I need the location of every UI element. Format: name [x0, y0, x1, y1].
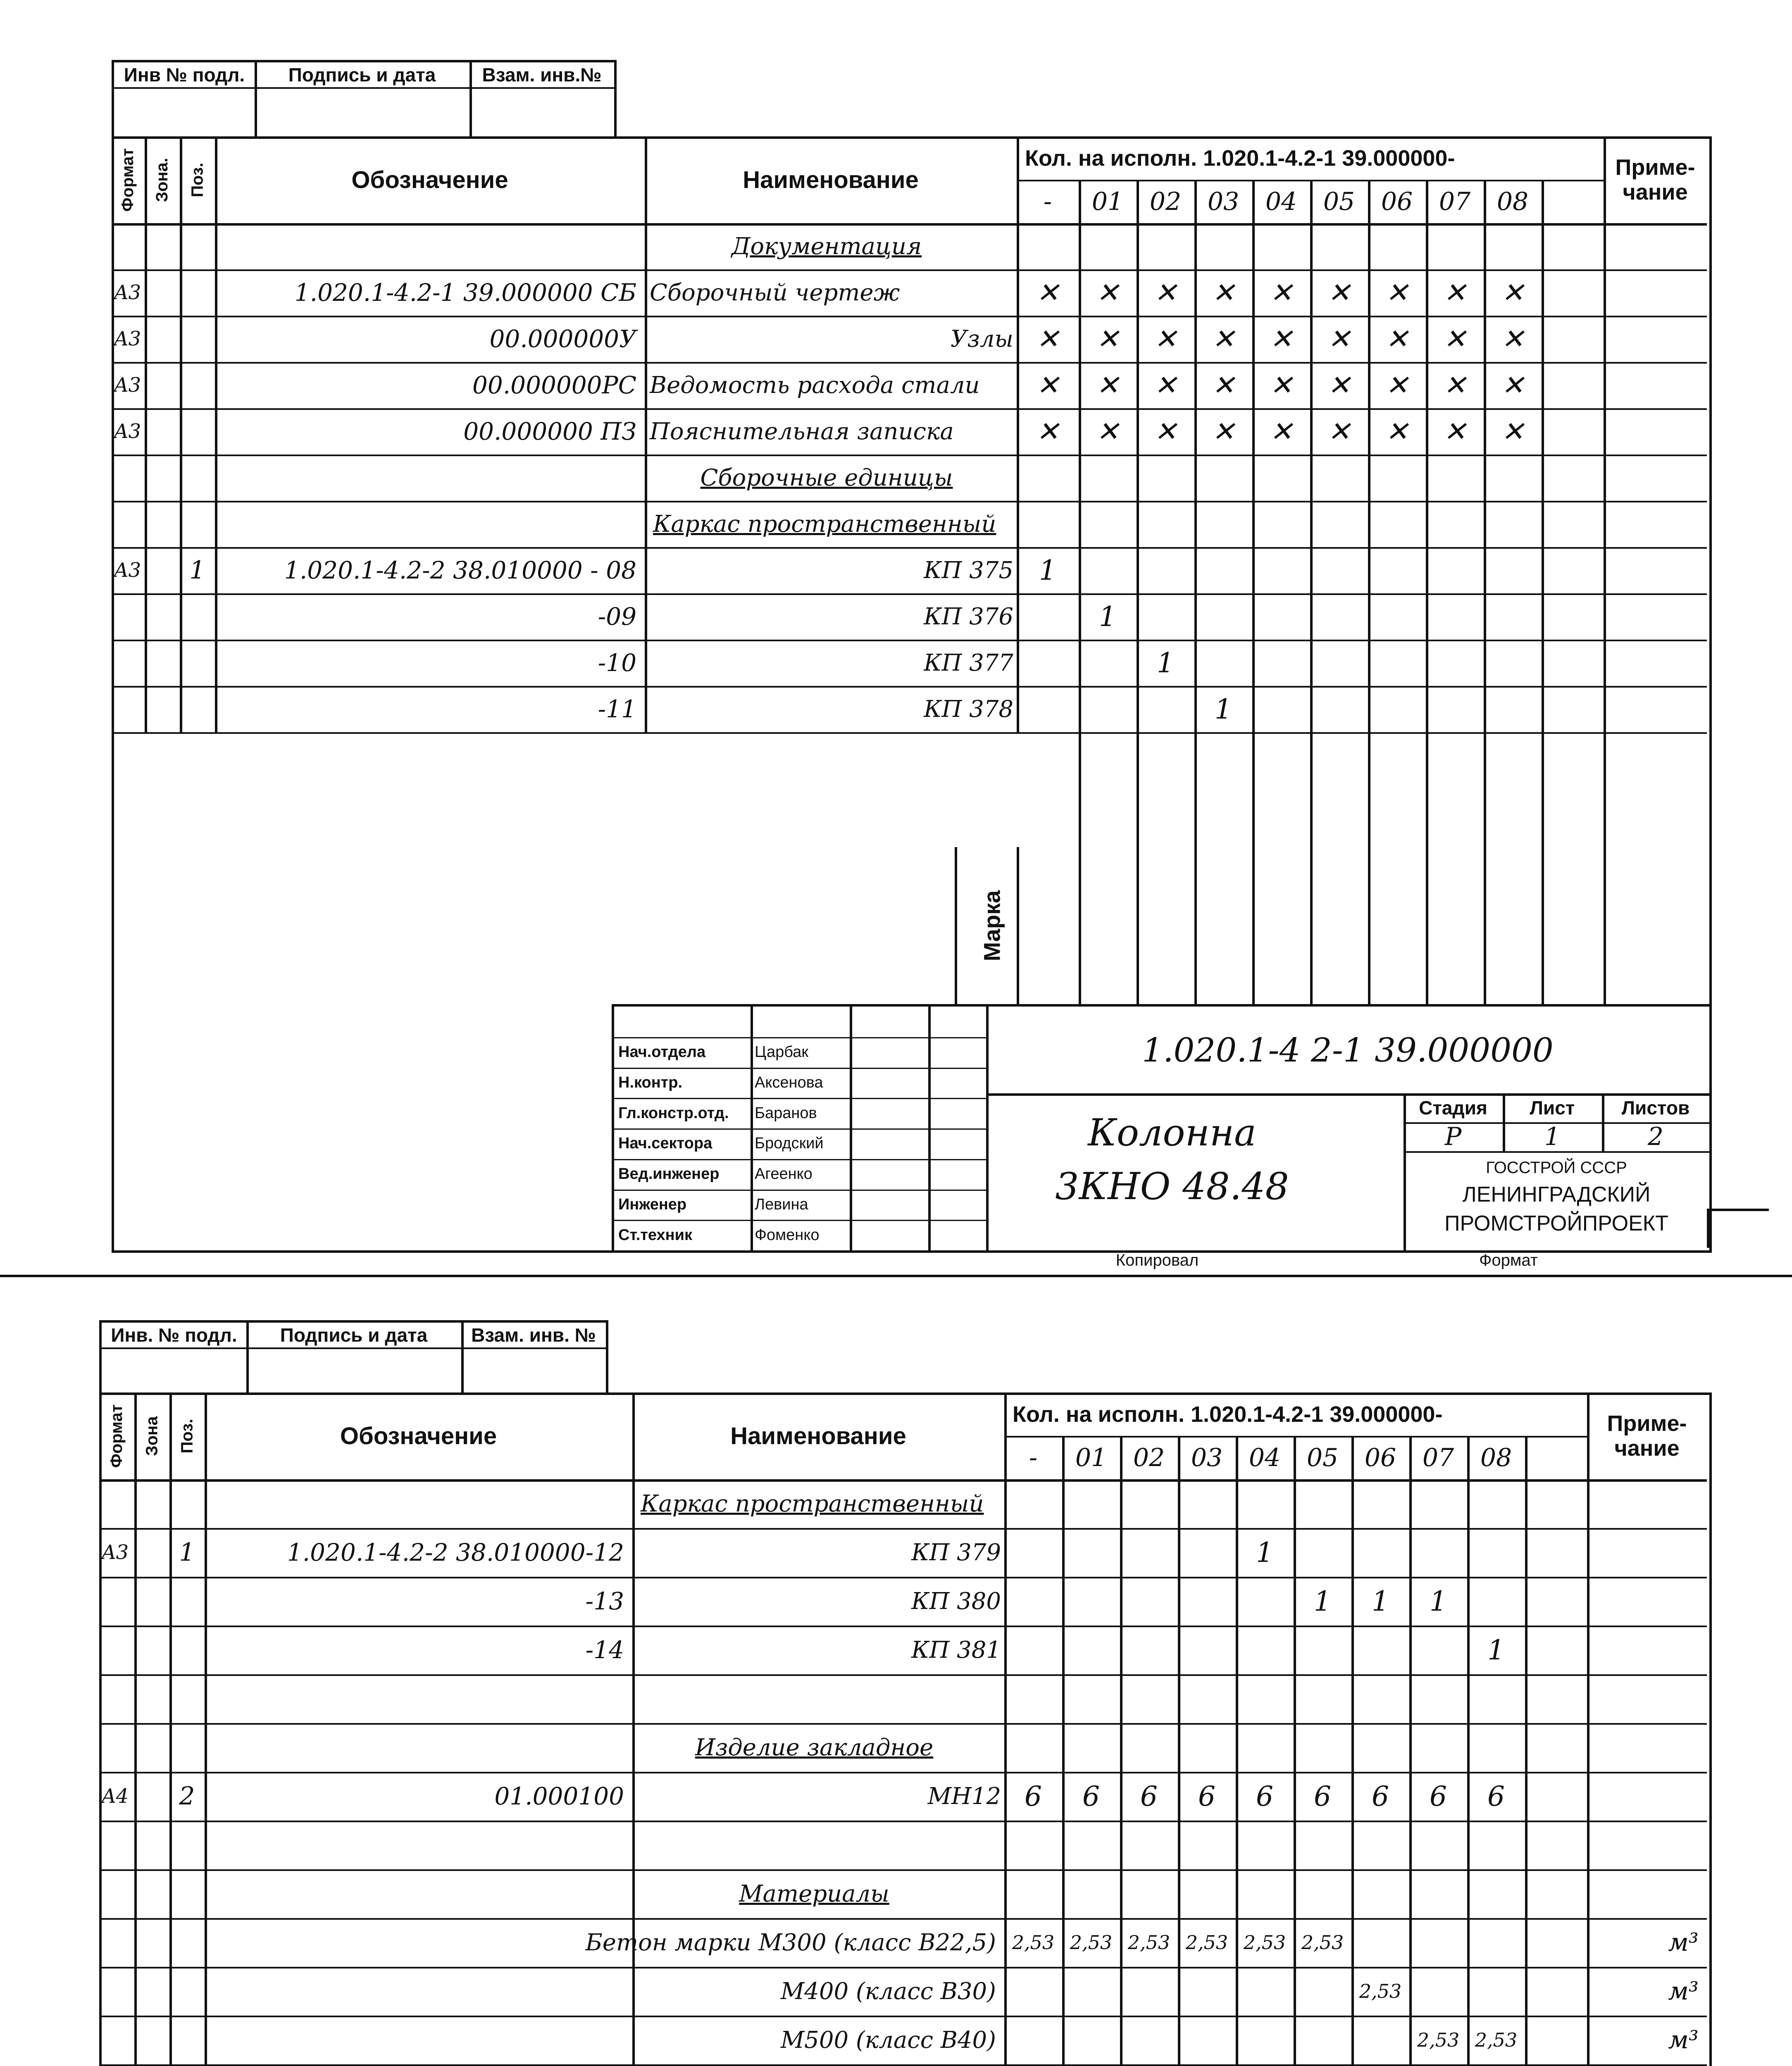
sheet-label: Лист [1530, 1097, 1575, 1119]
item-title: Колонна [1088, 1111, 1256, 1154]
row-quantity: 1 [1314, 1585, 1331, 1617]
row-name: КП 376 [924, 603, 1013, 630]
row-designation: 00.000000РС [472, 371, 636, 399]
side-archive-number [50, 2025, 99, 2066]
header-pos [180, 136, 215, 223]
row-quantity: ✕ [1036, 276, 1059, 309]
row-quantity: 1 [1099, 600, 1116, 633]
row-designation: -09 [598, 602, 636, 631]
row-quantity: 2,53 [1012, 1931, 1055, 1954]
row-section-title: Изделие закладное [695, 1734, 934, 1761]
header-zone [145, 136, 180, 223]
drawing-code: 1.020.1-4 2-1 39.000000 [1142, 1031, 1554, 1069]
sheet-separator [0, 1275, 1792, 1277]
row-name: МН12 [927, 1783, 1001, 1810]
row-quantity: 1 [1430, 1585, 1447, 1617]
row-quantity: 1 [1487, 1634, 1505, 1666]
inv-no-label: Инв № подл. [124, 64, 245, 86]
row-name: Ведомость расхода стали [650, 371, 980, 399]
row-note: м³ [1668, 2026, 1699, 2054]
row-quantity: ✕ [1270, 369, 1293, 401]
header-variant: 05 [1306, 1443, 1339, 1472]
row-quantity: ✕ [1036, 323, 1059, 355]
header-variant: 03 [1191, 1443, 1223, 1472]
row-quantity: ✕ [1327, 323, 1351, 355]
row-designation: 1.020.1-4.2-2 38.010000-12 [287, 1538, 624, 1566]
row-quantity: 1 [1157, 647, 1174, 679]
signer-role: Нач.сектора [618, 1135, 713, 1152]
signer-name: Аксенова [755, 1073, 823, 1091]
header-variant: 08 [1497, 187, 1529, 216]
row-designation: -10 [598, 649, 636, 677]
sheet-1-spec-table [112, 136, 1707, 847]
row-name: Узлы [950, 325, 1013, 352]
header-variant: 04 [1249, 1443, 1281, 1472]
header-variant: 07 [1422, 1443, 1454, 1472]
signer-name: Фоменко [755, 1226, 820, 1244]
header-variant: 01 [1075, 1443, 1107, 1472]
row-designation: 1.020.1-4.2-1 39.000000 СБ [294, 278, 636, 307]
row-quantity: 2,53 [1475, 2029, 1518, 2051]
row-quantity: ✕ [1154, 323, 1177, 355]
row-quantity: ✕ [1443, 369, 1466, 401]
row-format: A3 [114, 420, 141, 443]
row-name: КП 381 [911, 1636, 1001, 1664]
row-quantity: 2,53 [1185, 1931, 1228, 1954]
row-quantity: ✕ [1212, 323, 1235, 355]
header-variant: 01 [1091, 187, 1124, 216]
row-quantity: ✕ [1385, 323, 1408, 355]
row-quantity: ✕ [1212, 415, 1235, 447]
signer-name: Царбак [755, 1043, 808, 1061]
row-format: A3 [114, 374, 141, 397]
signer-role: Вед.инженер [618, 1165, 720, 1183]
row-quantity: 6 [1025, 1780, 1042, 1812]
row-designation: 1.020.1-4.2-2 38.010000 - 08 [284, 556, 636, 584]
header-variant: 07 [1439, 187, 1471, 216]
row-name: КП 380 [911, 1588, 1001, 1615]
sheets-label: Листов [1621, 1097, 1690, 1119]
signer-name: Бродский [755, 1135, 824, 1152]
header-format [99, 1392, 134, 1479]
header-pos [169, 1392, 205, 1479]
row-name: М400 (класс В30) [780, 1978, 996, 2005]
replaced-inv-label: Взам. инв.№ [482, 64, 602, 86]
row-quantity: ✕ [1501, 323, 1524, 355]
row-quantity: ✕ [1327, 415, 1351, 447]
row-quantity: ✕ [1154, 276, 1177, 309]
row-quantity: 6 [1140, 1780, 1158, 1812]
row-quantity: ✕ [1443, 276, 1466, 309]
signer-role: Инженер [618, 1195, 687, 1213]
header-qty: Кол. на исполн. 1.020.1-4.2-1 39.000000- [1025, 145, 1455, 171]
sheet-1-copied: Копировал [1115, 1251, 1199, 1269]
row-quantity: 6 [1198, 1780, 1215, 1812]
row-designation: 01.000100 [494, 1782, 624, 1810]
sheet-1-title-block [612, 1004, 1709, 1250]
row-quantity: 2,53 [1301, 1931, 1344, 1954]
row-quantity: 2,53 [1417, 2029, 1460, 2051]
row-position: 1 [189, 556, 205, 585]
sheet-2-spec-table [99, 1392, 1707, 2066]
header-note: Приме-чание [1607, 1411, 1687, 1461]
row-quantity: ✕ [1154, 369, 1177, 401]
header-variant: - [1029, 1443, 1038, 1472]
sign-date-label-2: Подпись и дата [280, 1324, 428, 1346]
row-position: 2 [179, 1782, 195, 1811]
row-quantity: ✕ [1154, 415, 1177, 447]
row-quantity: ✕ [1096, 276, 1119, 309]
row-quantity: ✕ [1036, 369, 1059, 401]
sheet-1-top-stamp [112, 60, 617, 139]
row-name: М500 (класс В40) [780, 2026, 996, 2054]
header-name: Наименование [743, 166, 919, 193]
org-leningrad: ЛЕНИНГРАДСКИЙ [1462, 1183, 1651, 1207]
marka-label: Марка [979, 890, 1005, 961]
row-quantity: 6 [1082, 1780, 1100, 1812]
sheet-1-format: Формат [1479, 1251, 1538, 1269]
row-name: КП 377 [924, 649, 1013, 676]
header-name: Наименование [730, 1422, 906, 1450]
row-quantity: ✕ [1501, 415, 1524, 447]
header-qty: Кол. на исполн. 1.020.1-4.2-1 39.000000- [1013, 1402, 1443, 1427]
row-designation: 00.000000 ПЗ [463, 417, 636, 445]
row-name: Сборочный чертеж [650, 279, 900, 306]
row-quantity: ✕ [1385, 276, 1408, 309]
row-quantity: 2,53 [1243, 1931, 1286, 1954]
signer-name: Баранов [755, 1104, 817, 1122]
header-variant: 06 [1381, 187, 1413, 216]
header-zone-text: Зона. [153, 157, 172, 202]
row-note: м³ [1668, 1977, 1699, 2006]
row-quantity: ✕ [1385, 369, 1408, 401]
row-position: 1 [179, 1538, 195, 1567]
row-section-title: Каркас пространственный [653, 510, 996, 538]
signer-role: Нач.отдела [618, 1043, 706, 1061]
row-quantity: 1 [1372, 1585, 1389, 1617]
org-promstroy: ПРОМСТРОЙПРОЕКТ [1444, 1212, 1668, 1235]
row-format: A3 [114, 281, 141, 304]
row-quantity: ✕ [1327, 276, 1351, 309]
row-quantity: 2,53 [1127, 1931, 1170, 1954]
row-quantity: ✕ [1501, 369, 1524, 401]
row-designation: -11 [598, 695, 636, 723]
row-section-title: Сборочные единицы [700, 464, 953, 491]
row-designation: -13 [585, 1587, 624, 1615]
row-quantity: ✕ [1036, 415, 1059, 447]
row-format: A3 [114, 327, 141, 350]
row-name: Пояснительная записка [650, 418, 954, 445]
header-pos-text: Поз. [178, 1419, 196, 1453]
row-name: Бетон марки М300 (класс В22,5) [585, 1929, 996, 1956]
header-note: Приме-чание [1615, 155, 1695, 205]
signer-role: Н.контр. [618, 1073, 683, 1091]
sheet-value: 1 [1544, 1122, 1561, 1151]
header-pos-text: Поз. [188, 162, 206, 197]
row-quantity: 1 [1256, 1536, 1273, 1569]
row-quantity: ✕ [1385, 415, 1408, 447]
row-designation: -14 [585, 1636, 624, 1664]
row-quantity: 6 [1256, 1780, 1273, 1812]
row-name: КП 379 [911, 1539, 1001, 1566]
header-designation: Обозначение [340, 1422, 497, 1450]
row-format: A3 [114, 559, 141, 582]
stage-value: Р [1444, 1122, 1462, 1151]
header-variant: 04 [1265, 187, 1297, 216]
row-quantity: 6 [1372, 1780, 1389, 1812]
row-quantity: 1 [1215, 693, 1232, 725]
row-quantity: ✕ [1270, 323, 1293, 355]
row-quantity: ✕ [1327, 369, 1351, 401]
inv-no-label-2: Инв. № подл. [111, 1324, 237, 1346]
header-variant: 02 [1133, 1443, 1165, 1472]
row-format: A4 [102, 1785, 129, 1808]
org-gosstroy: ГОССТРОЙ СССР [1486, 1158, 1627, 1177]
sheets-value: 2 [1647, 1122, 1664, 1151]
row-quantity: 2,53 [1070, 1931, 1113, 1954]
header-format [112, 136, 145, 223]
header-designation: Обозначение [351, 166, 508, 193]
row-quantity: ✕ [1096, 415, 1119, 447]
row-name: КП 378 [924, 695, 1013, 723]
row-quantity: ✕ [1096, 369, 1119, 401]
row-quantity: ✕ [1212, 369, 1235, 401]
row-quantity: 1 [1039, 554, 1056, 586]
row-quantity: ✕ [1501, 276, 1524, 309]
row-quantity: ✕ [1443, 323, 1466, 355]
signer-role: Гл.констр.отд. [618, 1104, 729, 1122]
signer-name: Левина [755, 1195, 808, 1213]
row-quantity: ✕ [1212, 276, 1235, 309]
row-section-title: Каркас пространственный [641, 1490, 984, 1517]
header-variant: - [1043, 187, 1052, 216]
row-quantity: 6 [1430, 1780, 1447, 1812]
signer-role: Ст.техник [618, 1226, 692, 1244]
row-section-title: Материалы [739, 1880, 889, 1907]
row-format: A3 [102, 1541, 129, 1564]
row-quantity: 2,53 [1359, 1980, 1402, 2002]
row-quantity: 6 [1314, 1780, 1331, 1812]
item-code: 3КНО 48.48 [1055, 1164, 1289, 1208]
sign-date-label: Подпись и дата [288, 64, 436, 86]
row-note: м³ [1668, 1928, 1699, 1957]
replaced-inv-label-2: Взам. инв. № [471, 1324, 596, 1346]
row-quantity: ✕ [1443, 415, 1466, 447]
row-name: КП 375 [924, 557, 1013, 584]
header-variant: 08 [1480, 1443, 1512, 1472]
header-variant: 02 [1149, 187, 1182, 216]
stage-label: Стадия [1419, 1097, 1487, 1119]
header-format-text: Формат [119, 148, 137, 212]
row-quantity: 6 [1487, 1780, 1505, 1812]
row-designation: 00.000000У [489, 325, 636, 353]
row-quantity: ✕ [1270, 276, 1293, 309]
header-zone [134, 1392, 169, 1479]
row-quantity: ✕ [1096, 323, 1119, 355]
header-variant: 05 [1323, 187, 1355, 216]
sheet-2-top-stamp [99, 1320, 608, 1395]
header-zone-text: Зона [143, 1416, 161, 1456]
header-format-text: Формат [107, 1404, 126, 1468]
signer-name: Агеенко [755, 1165, 813, 1183]
header-variant: 03 [1207, 187, 1239, 216]
row-section-title: Документация [731, 233, 922, 260]
row-quantity: ✕ [1270, 415, 1293, 447]
header-variant: 06 [1364, 1443, 1396, 1472]
